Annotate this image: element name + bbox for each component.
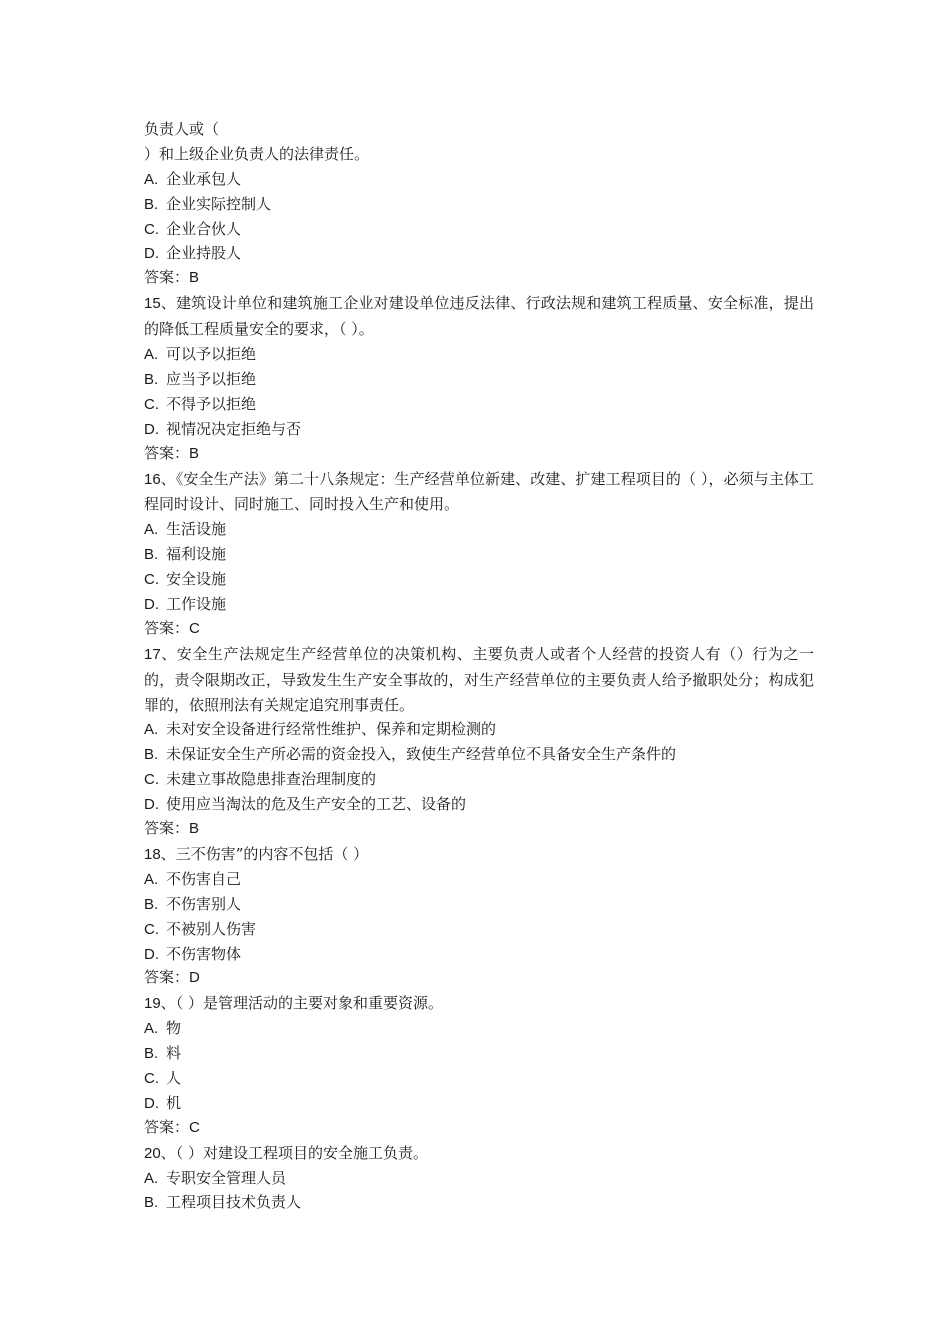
question-number: 20、 [144, 1144, 176, 1162]
option-text: 料 [166, 1044, 182, 1063]
option-letter: C. [144, 571, 159, 589]
option-letter: A. [144, 1169, 159, 1187]
question-text: 《安全生产法》第二十八条规定：生产经营单位新建、改建、扩建工程项目的（ ），必须与主体工程同时设计、同时施工、同时投入生产和使用。 [144, 469, 814, 514]
option-letter: B. [144, 746, 159, 764]
q15-option-a [144, 342, 814, 367]
intro-line-2: ）和上级企业负责人的法律责任。 [144, 144, 370, 163]
intro-line-1: 负责人或（ [144, 120, 220, 138]
option-text: 福利设施 [166, 545, 227, 564]
question-text: （ ）是管理活动的主要对象和重要资源。 [175, 994, 443, 1013]
option-letter: D. [144, 595, 159, 613]
q18-answer: 答案：D [144, 969, 200, 987]
q18-option-d [144, 942, 814, 967]
option-text: 视情况决定拒绝与否 [166, 419, 302, 438]
q17-option-a [144, 717, 814, 742]
question-19 [144, 991, 814, 1016]
option-letter: B. [144, 370, 159, 388]
option-letter: A. [144, 721, 159, 739]
q15-option-b [144, 367, 814, 392]
question-number: 15、 [144, 295, 177, 313]
question-number: 19、 [144, 995, 176, 1013]
q16-answer: 答案：C [144, 619, 200, 637]
q17-option-c [144, 767, 814, 792]
option-text: 未建立事故隐患排查治理制度的 [166, 770, 377, 789]
question-15 [144, 291, 814, 342]
option-letter: B. [144, 1045, 159, 1063]
option-text: 物 [166, 1019, 182, 1038]
option-text: 不伤害物体 [166, 944, 242, 963]
q20-option-a [144, 1166, 814, 1191]
option-letter: D. [144, 420, 159, 438]
option-text: 机 [166, 1093, 182, 1112]
q19-answer: 答案：C [144, 1118, 200, 1136]
q16-option-a [144, 517, 814, 542]
option-letter: D. [144, 796, 159, 814]
q16-option-b [144, 542, 814, 567]
option-letter: D. [144, 1094, 159, 1112]
document-page [144, 117, 814, 1215]
option-text: 不得予以拒绝 [166, 394, 257, 413]
intro-option-a [144, 167, 814, 192]
option-letter: C. [144, 771, 159, 789]
option-letter: B. [144, 895, 159, 913]
option-text: 企业合伙人 [166, 219, 242, 238]
q15-answer: 答案：B [144, 444, 200, 462]
option-text: 人 [166, 1068, 182, 1087]
option-text: 可以予以拒绝 [166, 345, 257, 364]
q18-option-c [144, 917, 814, 942]
intro-option-d [144, 241, 814, 266]
option-letter: B. [144, 195, 159, 213]
option-letter: B. [144, 546, 159, 564]
option-text: 工程项目技术负责人 [166, 1193, 302, 1212]
option-text: 不被别人伤害 [166, 919, 257, 938]
question-number: 17、 [144, 645, 177, 663]
option-text: 安全设施 [166, 570, 227, 589]
q20-option-b [144, 1190, 814, 1215]
option-letter: C. [144, 1069, 159, 1087]
q18-option-b [144, 892, 814, 917]
question-number: 16、 [144, 470, 176, 488]
q19-option-d [144, 1091, 814, 1116]
question-16 [144, 467, 814, 518]
option-text: 企业持股人 [166, 244, 242, 263]
option-text: 企业实际控制人 [166, 194, 272, 213]
intro-answer: 答案：B [144, 269, 200, 287]
q18-option-a [144, 867, 814, 892]
intro-option-b [144, 192, 814, 217]
q17-option-b [144, 742, 814, 767]
q16-option-d [144, 592, 814, 617]
option-letter: A. [144, 170, 159, 188]
option-letter: A. [144, 1020, 159, 1038]
option-text: 工作设施 [166, 594, 227, 613]
q15-option-d [144, 417, 814, 442]
option-letter: D. [144, 245, 159, 263]
option-text: 未对安全设备进行经常性维护、保养和定期检测的 [166, 720, 497, 739]
option-letter: C. [144, 395, 159, 413]
question-text: 三不伤害”的内容不包括（ ） [175, 844, 369, 863]
option-letter: B. [144, 1194, 159, 1212]
option-letter: D. [144, 945, 159, 963]
question-text: 安全生产法规定生产经营单位的决策机构、主要负责人或者个人经营的投资人有（）行为之一的，责令限期改正，导致发生生产安全事故的，对生产经营单位的主要负责人给予撤职处分；构成犯罪的，依照刑法有关规定追究刑事责任。 [144, 644, 814, 714]
q15-option-c [144, 392, 814, 417]
question-17 [144, 642, 814, 718]
question-text: 建筑设计单位和建筑施工企业对建设单位违反法律、行政法规和建筑工程质量、安全标准，提出的降低工程质量安全的要求，（ ）。 [144, 294, 814, 339]
question-number: 18、 [144, 845, 176, 863]
option-letter: A. [144, 870, 159, 888]
q19-option-a [144, 1016, 814, 1041]
option-letter: A. [144, 346, 159, 364]
question-20 [144, 1141, 814, 1166]
option-text: 不伤害别人 [166, 894, 242, 913]
option-letter: C. [144, 220, 159, 238]
option-text: 专职安全管理人员 [166, 1168, 287, 1187]
q17-answer: 答案：B [144, 820, 200, 838]
q17-option-d [144, 792, 814, 817]
option-text: 应当予以拒绝 [166, 369, 257, 388]
question-text: （ ）对建设工程项目的安全施工负责。 [175, 1143, 428, 1162]
option-text: 生活设施 [166, 520, 227, 539]
option-text: 不伤害自己 [166, 869, 242, 888]
option-text: 未保证安全生产所必需的资金投入，致使生产经营单位不具备安全生产条件的 [166, 745, 677, 764]
question-18 [144, 842, 814, 867]
option-text: 使用应当淘汰的危及生产安全的工艺、设备的 [166, 795, 467, 814]
intro-option-c [144, 217, 814, 242]
option-letter: C. [144, 920, 159, 938]
option-letter: A. [144, 521, 159, 539]
option-text: 企业承包人 [166, 169, 242, 188]
q16-option-c [144, 567, 814, 592]
q19-option-c [144, 1066, 814, 1091]
q19-option-b [144, 1041, 814, 1066]
